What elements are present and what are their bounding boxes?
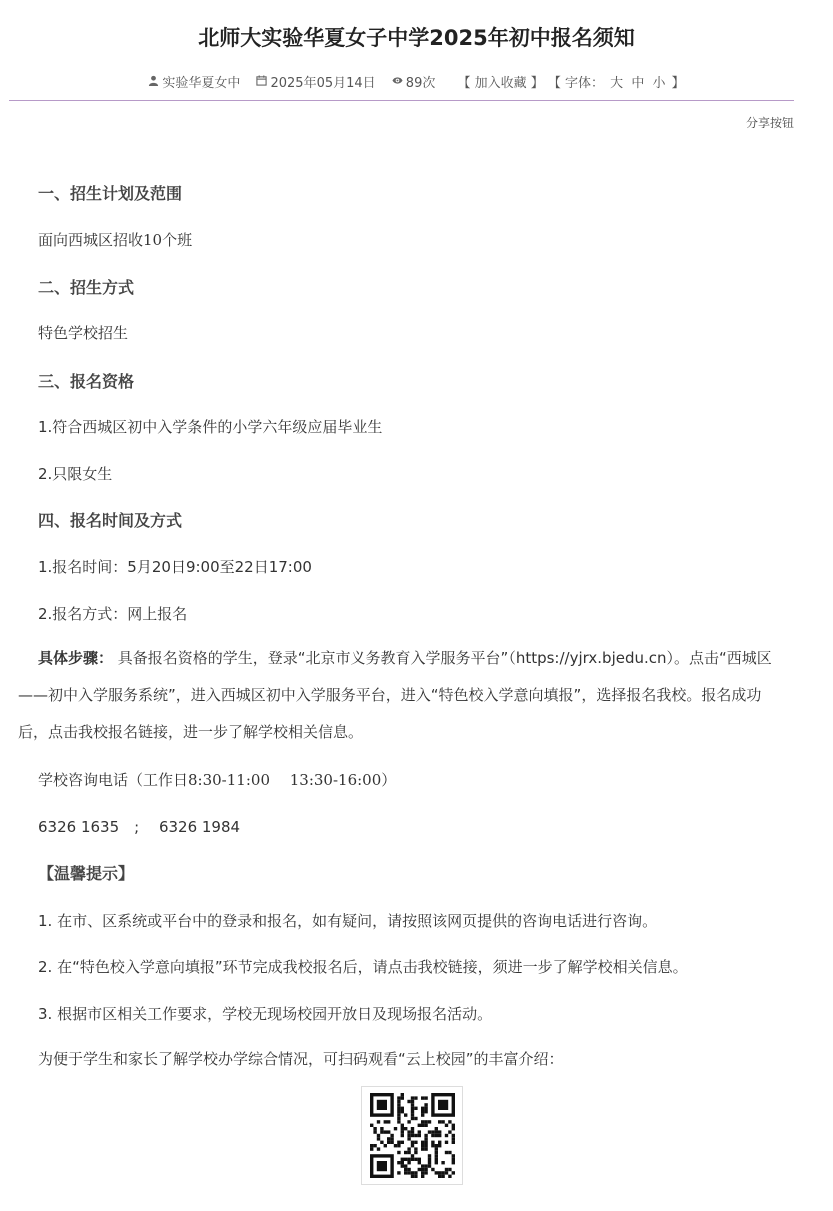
tip-1: 1. 在市、区系统或平台中的登录和报名，如有疑问，请按照该网页提供的咨询电话进行咨询。 [38, 912, 658, 930]
font-size-close: 】 [671, 76, 685, 91]
eligibility-item-2: 2.只限女生 [38, 465, 113, 483]
consult-phones: 6326 1635 ; 6326 1984 [38, 818, 241, 836]
article-meta [0, 72, 833, 91]
add-favorite-link[interactable]: 【 加入收藏 】 [457, 76, 544, 91]
tip-3: 3. 根据市区相关工作要求，学校无现场校园开放日及现场报名活动。 [38, 1005, 493, 1023]
share-button[interactable]: 分享按钮 [745, 116, 794, 130]
method-text: 特色学校招生 [38, 324, 129, 342]
section-heading-time: 四、报名时间及方式 [38, 511, 183, 530]
page-title: 北师大实验华夏女子中学2025年初中报名须知 [198, 26, 635, 50]
qr-code-image [362, 1087, 462, 1184]
eligibility-item-1: 1.符合西城区初中入学条件的小学六年级应届毕业生 [38, 418, 383, 436]
steps-paragraph [18, 640, 788, 751]
closing-text: 为便于学生和家长了解学校办学综合情况，可扫码观看“云上校园”的丰富介绍： [38, 1050, 564, 1068]
steps-text: 具备报名资格的学生，登录“北京市义务教育入学服务平台”（https://yjrx.bjedu.cn）。点击“西城区——初中入学服务系统”，进入西城区初中入学服务平台，进入“特色校入学意向填报”，选择报名我校。报名成功后，点击我校报名链接，进一步了解学校相关信息。 [18, 649, 772, 741]
plan-text: 面向西城区招收10个班 [38, 231, 193, 249]
consult-hours: 学校咨询电话（工作日8:30-11:00 13:30-16:00） [38, 771, 397, 789]
section-heading-plan: 一、招生计划及范围 [38, 184, 183, 203]
font-size-small-link[interactable]: 小 [652, 76, 666, 91]
tips-title: 【温馨提示】 [38, 864, 135, 883]
user-icon [148, 75, 159, 86]
font-size-large-link[interactable]: 大 [610, 76, 624, 91]
publish-date: 2025年05月14日 [256, 72, 375, 91]
section-heading-method: 二、招生方式 [38, 278, 135, 297]
view-count: 89次 [392, 72, 436, 91]
font-size-medium-link[interactable]: 中 [631, 76, 645, 91]
steps-label: 具体步骤： [38, 649, 114, 667]
author: 实验华夏女中 [148, 72, 240, 91]
registration-method: 2.报名方式：网上报名 [38, 605, 188, 623]
tip-2: 2. 在“特色校入学意向填报”环节完成我校报名后，请点击我校链接，须进一步了解学校相关信息。 [38, 958, 688, 976]
section-heading-eligibility: 三、报名资格 [38, 372, 135, 391]
eye-icon [392, 75, 403, 86]
qr-code-icon [361, 1086, 463, 1185]
calendar-icon [256, 75, 267, 86]
title-divider [9, 100, 794, 101]
registration-time: 1.报名时间：5月20日9:00至22日17:00 [38, 558, 312, 576]
font-size-label: 【 字体： [547, 76, 605, 91]
